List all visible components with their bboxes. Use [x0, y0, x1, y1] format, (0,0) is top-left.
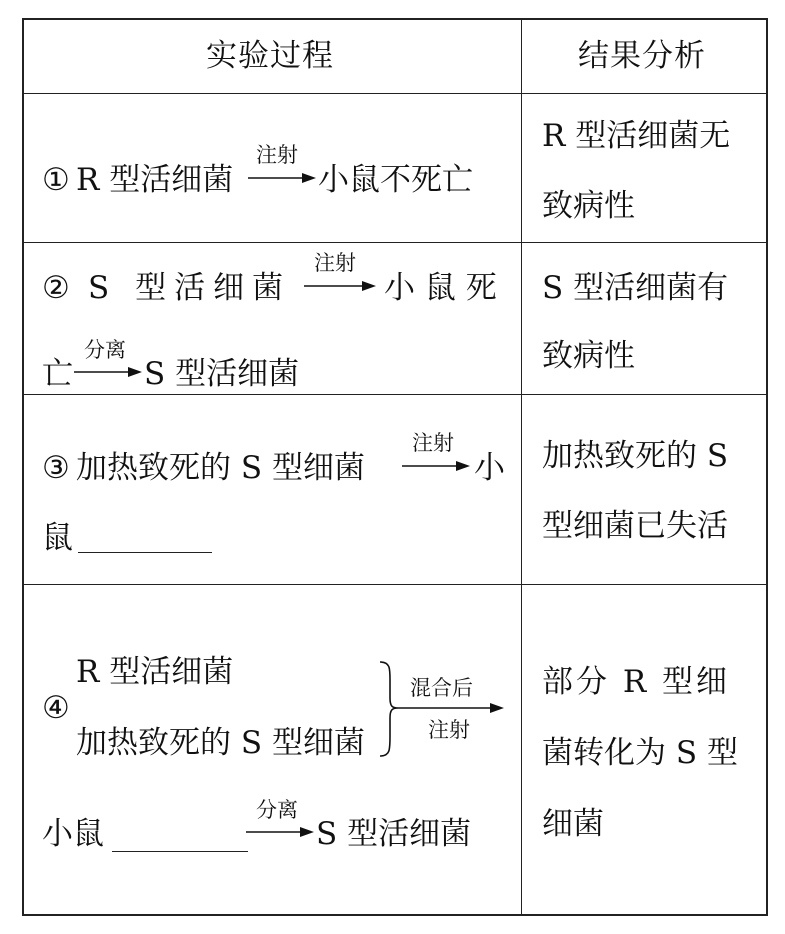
row4-result-line2: 菌转化为 S 型 [542, 735, 738, 771]
row3-result-line1: 加热致死的 S [542, 438, 729, 474]
header-divider [22, 93, 768, 94]
row2-subject: S 型活细菌 [88, 270, 292, 306]
row4-result-line3: 细菌 [542, 806, 604, 842]
row3-outcome-part2: 鼠 [42, 520, 73, 556]
row4-result-line1: 部分 R 型细 [542, 664, 731, 700]
row-divider-1 [22, 242, 768, 243]
row1-arrow-icon [248, 170, 318, 186]
row2-number: ② [42, 270, 70, 306]
row3-answer-blank[interactable] [78, 552, 212, 553]
row3-arrow-label: 注射 [412, 431, 454, 455]
row4-answer-blank[interactable] [112, 851, 248, 852]
header-analysis: 结果分析 [578, 38, 706, 74]
row2-outcome-part2: 亡 [42, 356, 73, 392]
column-divider [521, 18, 522, 916]
row2-result-line1: S 型活细菌有 [542, 270, 729, 306]
row2-arrow2-icon [74, 364, 144, 380]
row2-isolated: S 型活细菌 [144, 356, 300, 392]
row4-brace-label-top: 混合后 [410, 676, 473, 700]
row2-arrow1-label: 注射 [314, 251, 356, 275]
row4-mouse: 小鼠 [42, 816, 104, 852]
row1-arrow-label: 注射 [256, 143, 298, 167]
row-divider-3 [22, 584, 768, 585]
row3-number: ③ [42, 450, 70, 486]
row3-subject: 加热致死的 S 型细菌 [76, 450, 365, 486]
row3-arrow-icon [402, 458, 472, 474]
row1-outcome: 小鼠不死亡 [318, 162, 473, 198]
row4-isolated: S 型活细菌 [316, 816, 472, 852]
row4-arrow2-icon [246, 824, 316, 840]
row4-input-a: R 型活细菌 [76, 654, 234, 690]
row1-result-line2: 致病性 [542, 188, 635, 224]
row2-result-line2: 致病性 [542, 338, 635, 374]
row4-input-b: 加热致死的 S 型细菌 [76, 725, 365, 761]
row-divider-2 [22, 394, 768, 395]
row4-brace-label-bottom: 注射 [428, 718, 470, 742]
row4-brace-arrow-icon [374, 658, 510, 768]
row1-result-line1: R 型活细菌无 [542, 118, 731, 154]
row2-outcome-part1: 小 鼠 死 [384, 270, 497, 306]
row1-number: ① [42, 162, 70, 198]
row2-arrow2-label: 分离 [84, 338, 126, 362]
row1-subject: R 型活细菌 [76, 162, 234, 198]
header-process: 实验过程 [206, 38, 334, 74]
row3-outcome-part1: 小 [474, 450, 505, 486]
row2-arrow1-icon [304, 278, 378, 294]
row4-arrow2-label: 分离 [256, 798, 298, 822]
row4-number: ④ [42, 690, 70, 726]
row3-result-line2: 型细菌已失活 [542, 508, 728, 544]
